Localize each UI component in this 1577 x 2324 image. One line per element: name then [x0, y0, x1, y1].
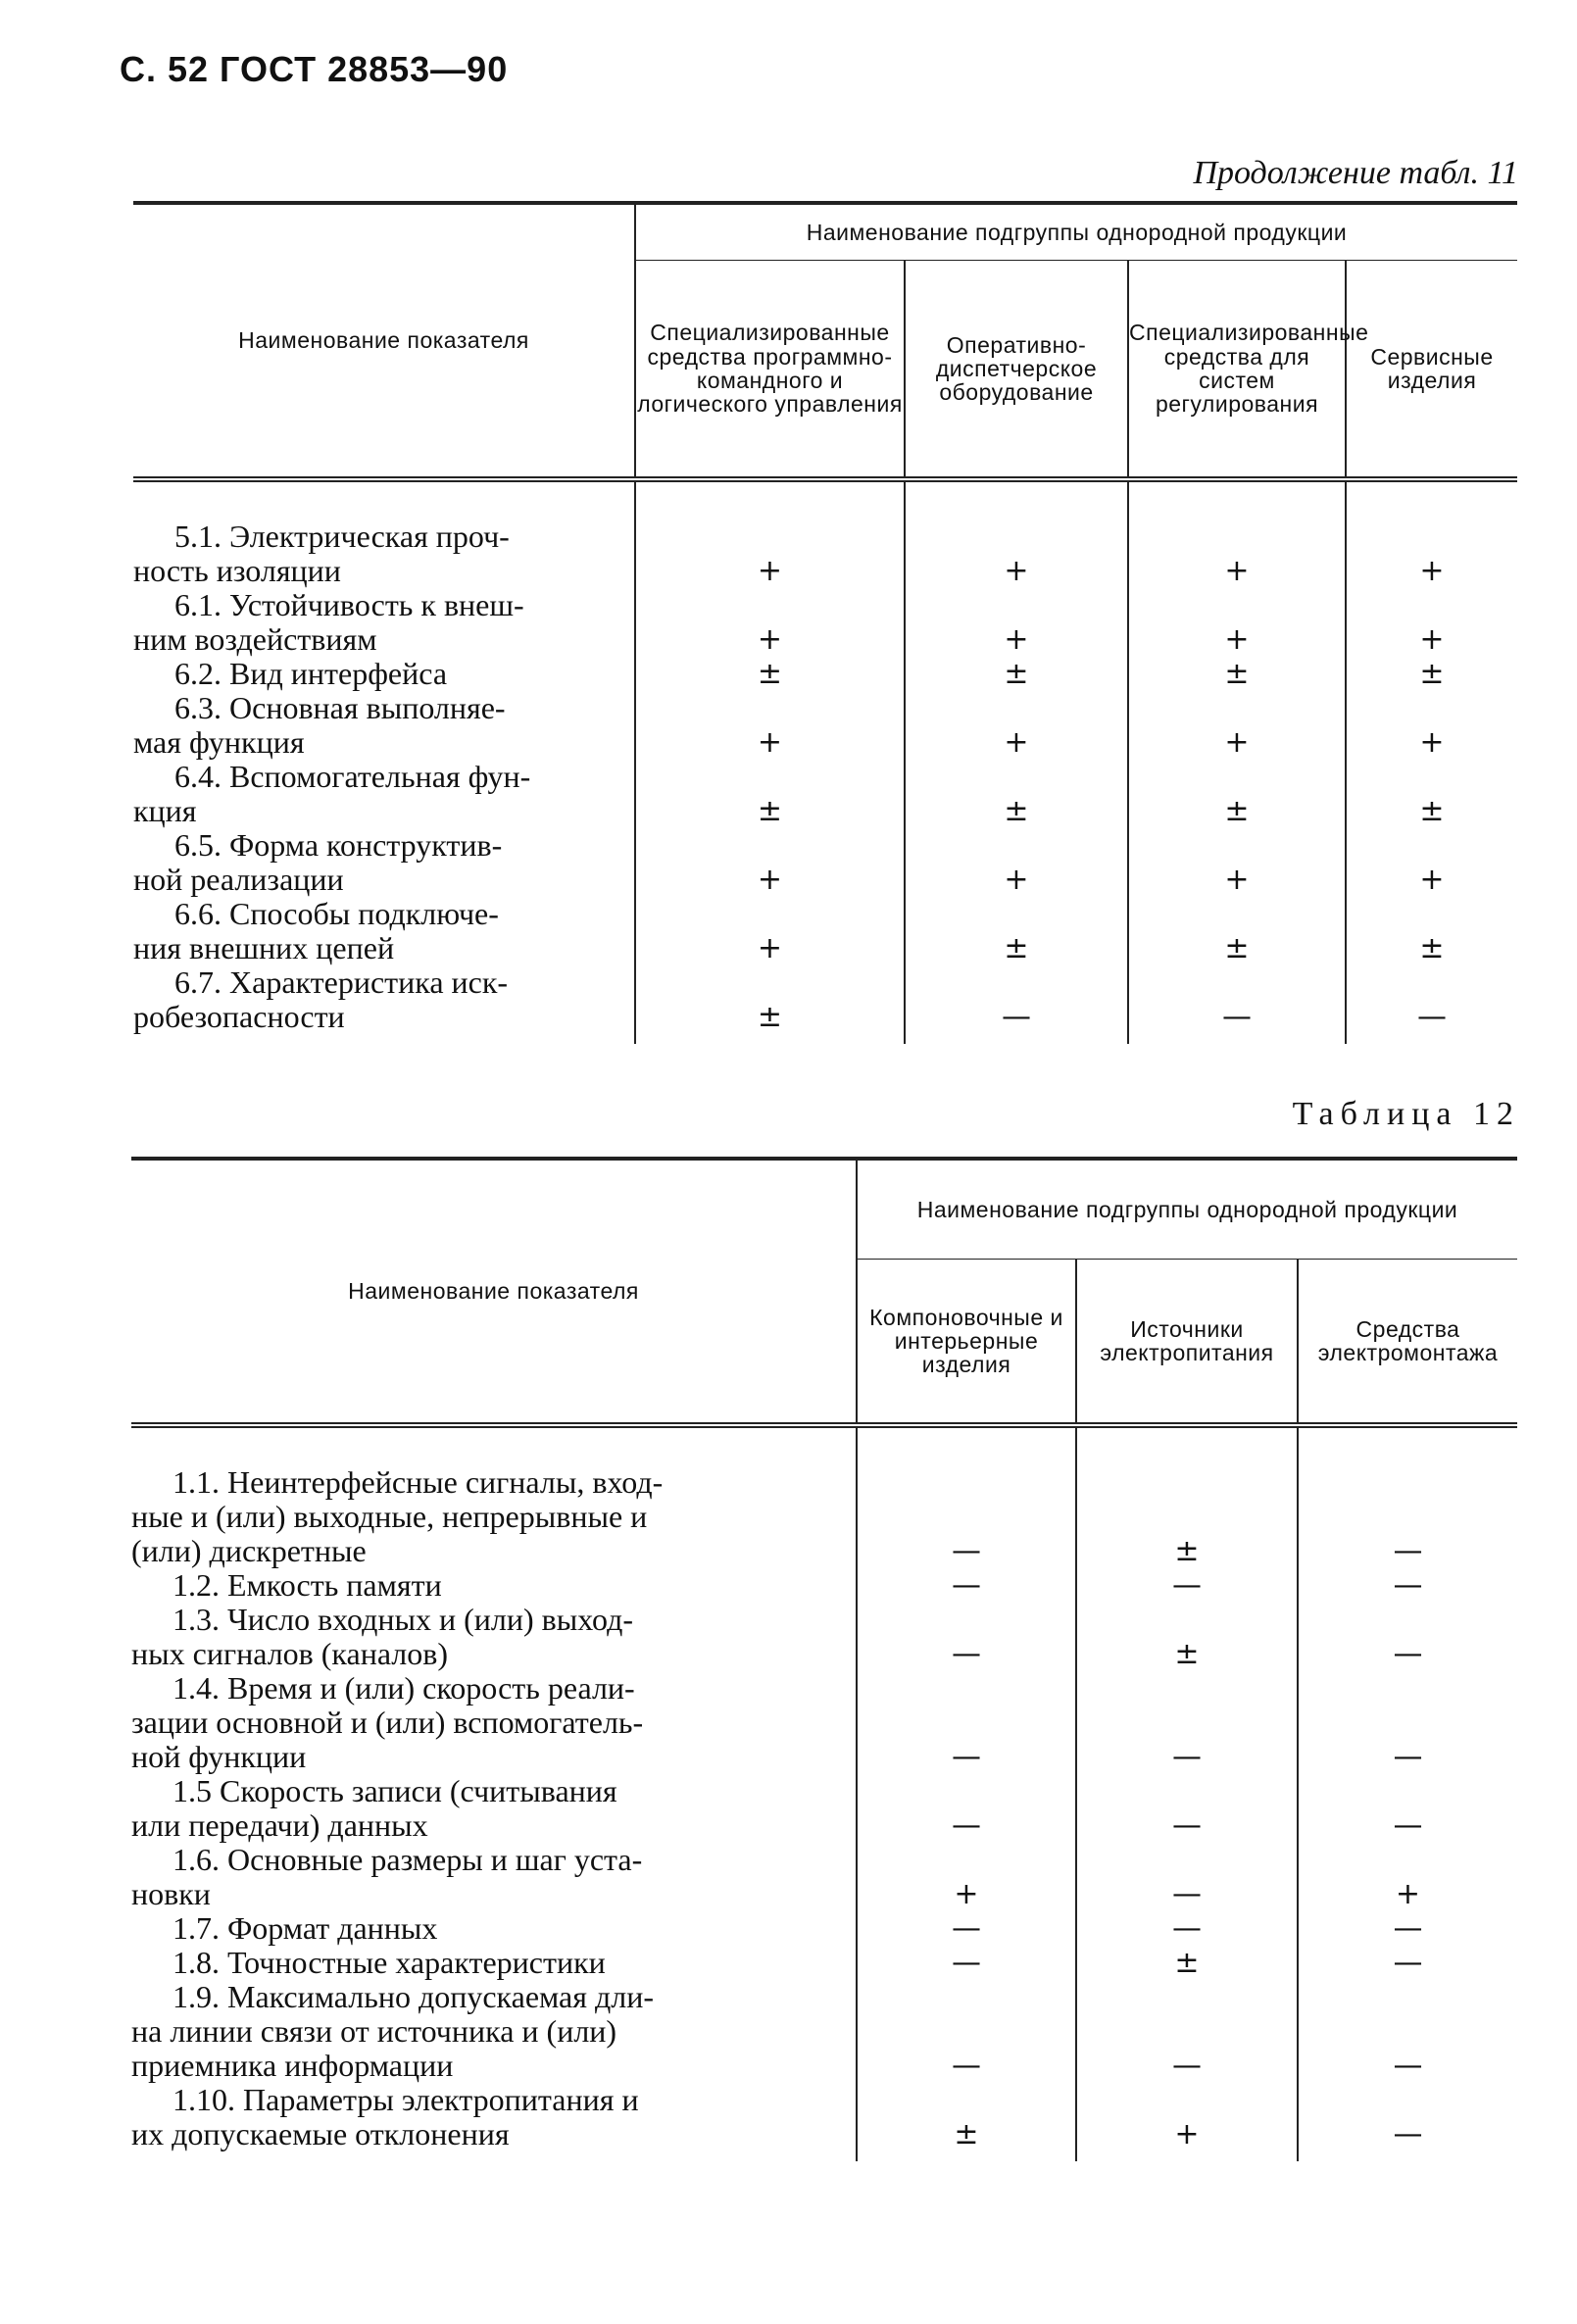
indicator-line: ных сигналов (каналов)	[131, 1636, 449, 1671]
indicator-line: 1.1. Неинтерфейсные сигналы, вход-	[172, 1464, 664, 1500]
indicator-line: 5.1. Электрическая проч-	[174, 519, 510, 554]
applicability-mark: —	[1298, 1465, 1517, 1568]
indicator-line: ним воздействиям	[133, 621, 377, 657]
column-header: Специализированные средства программно-командного и логического управления	[635, 260, 905, 479]
applicability-mark: —	[905, 965, 1128, 1034]
indicator-line: кция	[133, 793, 197, 828]
table-11-body	[133, 479, 1517, 1044]
applicability-mark: +	[1128, 828, 1346, 897]
applicability-mark: +	[1346, 691, 1517, 760]
table-row	[133, 657, 1517, 691]
indicator-line: ной функции	[131, 1739, 307, 1774]
table-11	[133, 201, 1517, 1044]
table-row	[133, 519, 1517, 588]
applicability-mark: +	[635, 897, 905, 965]
applicability-mark: ±	[635, 657, 905, 691]
indicator-line: ния внешних цепей	[133, 930, 395, 965]
indicator-line: 1.7. Формат данных	[172, 1910, 438, 1946]
indicator-line: мая функция	[133, 724, 305, 760]
indicator-line: 6.6. Способы подключе-	[174, 896, 499, 931]
applicability-mark: +	[1128, 691, 1346, 760]
indicator-name	[133, 691, 635, 760]
applicability-mark: —	[1076, 1980, 1298, 2083]
applicability-mark: —	[857, 1603, 1076, 1671]
indicator-name	[131, 2083, 857, 2151]
applicability-mark: +	[1128, 588, 1346, 657]
indicator-line: ность изоляции	[133, 553, 341, 588]
table-row	[131, 1946, 1517, 1980]
column-header: Сервисные изделия	[1346, 260, 1517, 479]
indicator-line: робезопасности	[133, 999, 345, 1034]
table-12-body	[131, 1425, 1517, 2161]
indicator-name	[131, 1568, 857, 1603]
table-row	[131, 2083, 1517, 2151]
applicability-mark: ±	[1128, 657, 1346, 691]
applicability-mark: —	[1298, 1568, 1517, 1603]
page-header: С. 52 ГОСТ 28853—90	[120, 49, 509, 89]
applicability-mark: —	[857, 1980, 1076, 2083]
applicability-mark: ±	[1076, 1603, 1298, 1671]
table-row	[133, 588, 1517, 657]
indicator-line: 1.4. Время и (или) скорость реали-	[172, 1670, 635, 1706]
indicator-header: Наименование показателя	[133, 203, 635, 479]
indicator-name	[131, 1671, 857, 1774]
applicability-mark: +	[905, 828, 1128, 897]
applicability-mark: +	[635, 691, 905, 760]
applicability-mark: —	[1298, 1911, 1517, 1946]
group-header: Наименование подгруппы однородной продукции	[857, 1159, 1517, 1259]
applicability-mark: +	[905, 691, 1128, 760]
applicability-mark: ±	[1346, 897, 1517, 965]
table-row	[133, 760, 1517, 828]
applicability-mark: +	[905, 588, 1128, 657]
indicator-line: 6.1. Устойчивость к внеш-	[174, 587, 524, 622]
applicability-mark: —	[857, 1911, 1076, 1946]
applicability-mark: +	[1298, 1843, 1517, 1911]
applicability-mark: —	[1076, 1671, 1298, 1774]
indicator-name	[133, 760, 635, 828]
applicability-mark: ±	[1128, 897, 1346, 965]
indicator-name	[131, 1603, 857, 1671]
applicability-mark: ±	[857, 2083, 1076, 2151]
group-header: Наименование подгруппы однородной продукции	[635, 203, 1517, 260]
table-12-title: Таблица 12	[1292, 1096, 1520, 1132]
applicability-mark: —	[1076, 1911, 1298, 1946]
applicability-mark: —	[1298, 2083, 1517, 2151]
applicability-mark: +	[857, 1843, 1076, 1911]
indicator-name	[131, 1946, 857, 1980]
applicability-mark: —	[1298, 1980, 1517, 2083]
indicator-line: 1.3. Число входных и (или) выход-	[172, 1602, 634, 1637]
indicator-line: ные и (или) выходные, непрерывные и	[131, 1499, 648, 1534]
applicability-mark: ±	[1346, 760, 1517, 828]
applicability-mark: ±	[905, 657, 1128, 691]
indicator-name	[133, 657, 635, 691]
table-row	[133, 965, 1517, 1034]
applicability-mark: —	[1076, 1568, 1298, 1603]
applicability-mark: +	[1346, 519, 1517, 588]
table-row	[131, 1568, 1517, 1603]
table-row	[131, 1671, 1517, 1774]
table-row	[131, 1774, 1517, 1843]
applicability-mark: —	[1298, 1671, 1517, 1774]
applicability-mark: ±	[905, 897, 1128, 965]
indicator-line: (или) дискретные	[131, 1533, 367, 1568]
indicator-line: 1.10. Параметры электропитания и	[172, 2082, 639, 2117]
indicator-line: новки	[131, 1876, 211, 1911]
applicability-mark: +	[635, 588, 905, 657]
indicator-line: 6.3. Основная выполняе-	[174, 690, 506, 725]
table-12	[131, 1157, 1517, 2161]
indicator-line: их допускаемые отклонения	[131, 2116, 510, 2151]
column-header: Компоновочные и интерьерные изделия	[857, 1259, 1076, 1425]
applicability-mark: —	[1346, 965, 1517, 1034]
applicability-mark: +	[1076, 2083, 1298, 2151]
table-row	[133, 897, 1517, 965]
column-header: Специализированные средства для систем регулирования	[1128, 260, 1346, 479]
indicator-line: 1.6. Основные размеры и шаг уста-	[172, 1842, 643, 1877]
indicator-line: или передачи) данных	[131, 1807, 428, 1843]
table-row	[133, 828, 1517, 897]
applicability-mark: ±	[1076, 1465, 1298, 1568]
applicability-mark: ±	[905, 760, 1128, 828]
indicator-line: 6.4. Вспомогательная фун-	[174, 759, 531, 794]
indicator-name	[133, 828, 635, 897]
table-11-continuation-note: Продолжение табл. 11	[1193, 155, 1518, 191]
indicator-line: 6.2. Вид интерфейса	[174, 656, 448, 691]
applicability-mark: —	[857, 1465, 1076, 1568]
indicator-header: Наименование показателя	[131, 1159, 857, 1425]
applicability-mark: —	[857, 1568, 1076, 1603]
indicator-name	[133, 897, 635, 965]
applicability-mark: +	[1346, 828, 1517, 897]
indicator-line: 6.7. Характеристика иск-	[174, 964, 509, 1000]
applicability-mark: +	[905, 519, 1128, 588]
indicator-name	[131, 1911, 857, 1946]
applicability-mark: —	[857, 1774, 1076, 1843]
indicator-name	[133, 588, 635, 657]
applicability-mark: +	[635, 519, 905, 588]
table-row	[131, 1603, 1517, 1671]
indicator-line: 1.8. Точностные характеристики	[172, 1945, 606, 1980]
table-row	[131, 1843, 1517, 1911]
indicator-line: зации основной и (или) вспомогатель-	[131, 1705, 644, 1740]
indicator-line: на линии связи от источника и (или)	[131, 2013, 617, 2049]
indicator-name	[133, 519, 635, 588]
applicability-mark: —	[1076, 1843, 1298, 1911]
indicator-name	[131, 1980, 857, 2083]
indicator-name	[131, 1774, 857, 1843]
table-row	[131, 1465, 1517, 1568]
table-row	[133, 691, 1517, 760]
applicability-mark: ±	[1346, 657, 1517, 691]
column-header: Оперативно-диспетчерское оборудование	[905, 260, 1128, 479]
applicability-mark: +	[1128, 519, 1346, 588]
indicator-name	[131, 1843, 857, 1911]
applicability-mark: ±	[635, 965, 905, 1034]
table-row	[131, 1980, 1517, 2083]
column-header: Источники электропитания	[1076, 1259, 1298, 1425]
applicability-mark: +	[1346, 588, 1517, 657]
indicator-line: 6.5. Форма конструктив-	[174, 827, 503, 863]
applicability-mark: —	[857, 1946, 1076, 1980]
indicator-name	[133, 965, 635, 1034]
applicability-mark: ±	[1076, 1946, 1298, 1980]
indicator-line: 1.9. Максимально допускаемая дли-	[172, 1979, 654, 2014]
indicator-line: приемника информации	[131, 2048, 454, 2083]
applicability-mark: —	[1128, 965, 1346, 1034]
indicator-line: 1.2. Емкость памяти	[172, 1567, 442, 1603]
applicability-mark: —	[1298, 1774, 1517, 1843]
indicator-line: 1.5 Скорость записи (считывания	[172, 1773, 617, 1808]
applicability-mark: —	[857, 1671, 1076, 1774]
indicator-line: ной реализации	[133, 862, 344, 897]
indicator-name	[131, 1465, 857, 1568]
column-header: Средства электромонтажа	[1298, 1259, 1517, 1425]
applicability-mark: ±	[1128, 760, 1346, 828]
applicability-mark: ±	[635, 760, 905, 828]
applicability-mark: +	[635, 828, 905, 897]
applicability-mark: —	[1298, 1946, 1517, 1980]
table-row	[131, 1911, 1517, 1946]
applicability-mark: —	[1298, 1603, 1517, 1671]
applicability-mark: —	[1076, 1774, 1298, 1843]
